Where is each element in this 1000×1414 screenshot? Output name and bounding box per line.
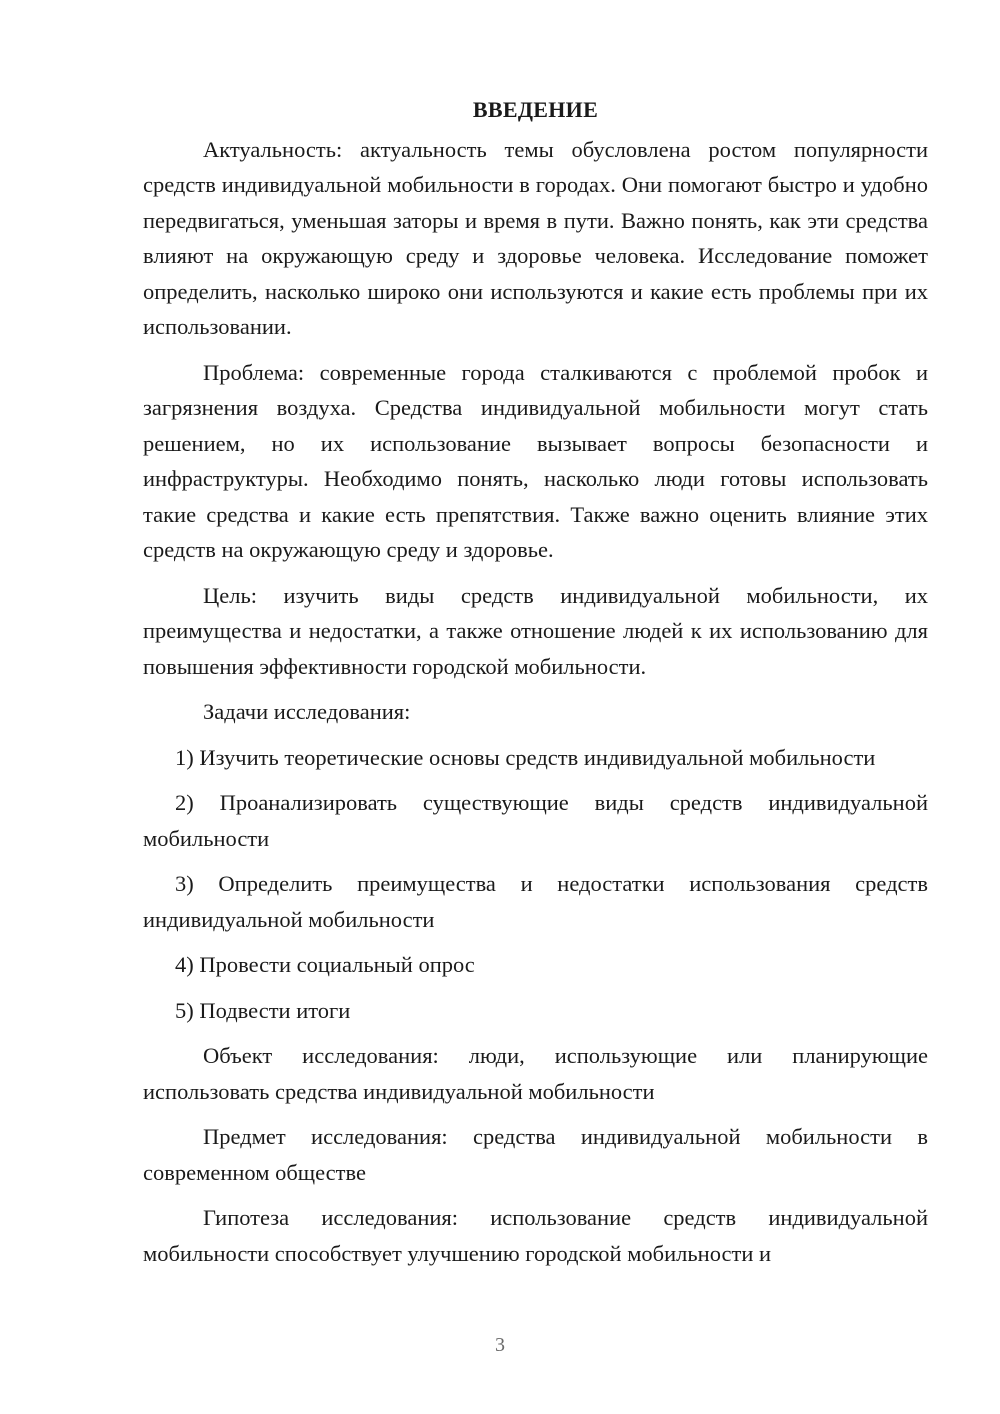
problem-paragraph: Проблема: современные города сталкиваются с проблемой пробок и загрязнения воздуха. Средства индивидуальной мобильности могут стать решением, но их использование вызывает вопросы безопасности и инфраструктуры. Необходимо понять, насколько люди готовы использовать такие средства и какие есть препятствия. Также важно оценить влияние этих средств на окружающую среду и здоровье. xyxy=(143,359,928,562)
task-item-2: 2) Проанализировать существующие виды средств индивидуальной мобильности xyxy=(143,790,928,851)
subject-paragraph: Предмет исследования: средства индивидуальной мобильности в современном обществе xyxy=(143,1124,928,1185)
goal-paragraph: Цель: изучить виды средств индивидуальной мобильности, их преимущества и недостатки, а также отношение людей к их использованию для повышения эффективности городской мобильности. xyxy=(143,582,928,679)
object-paragraph: Объект исследования: люди, использующие или планирующие использовать средства индивидуальной мобильности xyxy=(143,1043,928,1104)
task-item-3: 3) Определить преимущества и недостатки использования средств индивидуальной мобильности xyxy=(143,871,928,932)
tasks-title: Задачи исследования: xyxy=(203,699,411,724)
section-heading: ВВЕДЕНИЕ xyxy=(472,97,599,122)
page-content xyxy=(143,92,928,1281)
relevance-paragraph: Актуальность: актуальность темы обусловлена ростом популярности средств индивидуальной мобильности в городах. Они помогают быстро и удобно передвигаться, уменьшая заторы и время в пути. Важно понять, как эти средства влияют на окружающую среду и здоровье человека. Исследование поможет определить, насколько широко они используются и какие есть проблемы при их использовании. xyxy=(143,136,928,339)
hypothesis-paragraph: Гипотеза исследования: использование средств индивидуальной мобильности способствует улучшению городской мобильности и xyxy=(143,1205,928,1266)
task-item-1: 1) Изучить теоретические основы средств индивидуальной мобильности xyxy=(175,744,876,770)
task-item-4: 4) Провести социальный опрос xyxy=(175,952,475,977)
task-item-5: 5) Подвести итоги xyxy=(175,997,351,1023)
page-number: 3 xyxy=(495,1334,505,1356)
